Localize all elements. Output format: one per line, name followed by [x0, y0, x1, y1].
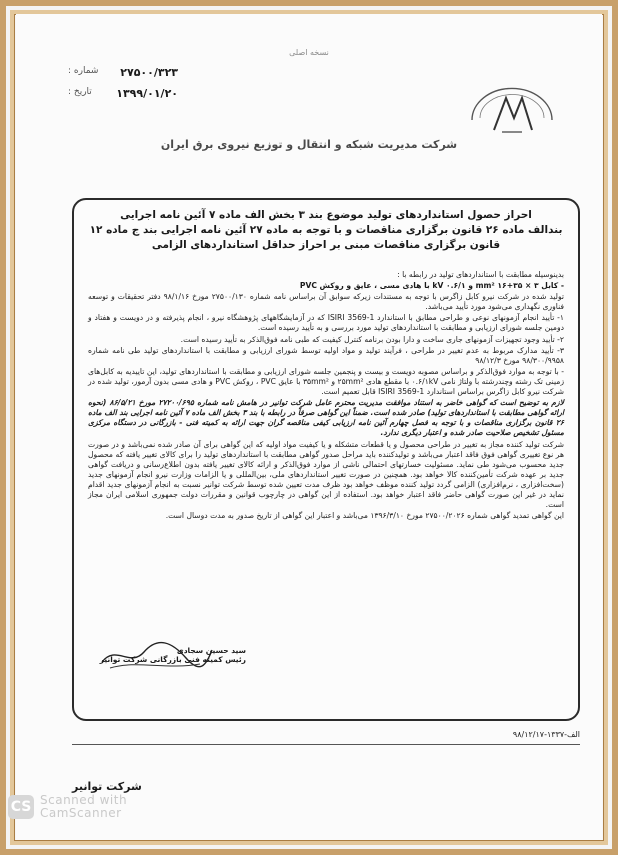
paragraph-item-3: ۳- تأیید مدارک مربوط به عدم تغییر در طراحی ، فرآیند تولید و مواد اولیه توسط شورای ارزیابی و مطابقت با استانداردهای تولید طی نامه شماره ۹۸/۳۰۰/۹۹۵۸ مورخ ۹۸/۱۲/۳ [88, 345, 564, 365]
top-note: نسخه اصلی [289, 48, 329, 57]
title-line-3: قانون برگزاری مناقصات مبنی بر احراز حداقل استانداردهای الزامی [151, 239, 501, 251]
letter-meta [68, 66, 178, 108]
letter-number-label: شماره : [68, 66, 99, 76]
signer-role: رئیس کمیته فنی بازرگانی شرکت توانیر [99, 655, 246, 664]
camscanner-watermark [8, 794, 127, 820]
footer-brand: شرکت توانیر [72, 780, 142, 793]
paragraph-note: لازم به توضیح است که گواهی خاضر به استناد موافقت مدیریت محترم عامل شرکت توانیر در هامش نامه شماره ۲۷۲۰۰/۶۹۵ مورخ ۸۶/۵/۲۱ (نحوه ارائه گواهی مطابقت با استانداردهای تولید) صادر شده است. ضمناً این گواهی صرفاً در رابطه با بند ۳ بخش الف ماده ۷ آئین نامه اجرایی بند الف ماده ۲۶ قانون برگزاری مناقصات و با توجه به فصل چهارم آئین نامه ارزیابی کیفی مناقصه گران جهت ارائه به کمیته فنی - بازرگانی در دستگاه مرکزی مسئول تشخیص صلاحیت صادر شده و اعتبار دیگری ندارد. [88, 398, 565, 438]
camscanner-line-1: Scanned with [40, 793, 128, 807]
paragraph-renewal: این گواهی تمدید گواهی شماره ۲۷۵۰۰/۲۰۲۶ مورخ ۱۳۹۶/۳/۱۰ می‌باشد و اعتبار این گواهی از تاریخ صدور به مدت دوسال است. [165, 511, 564, 521]
title-line-1: احراز حصول استانداردهای تولید موضوع بند ۳ بخش الف ماده ۷ آئین نامه اجرایی [120, 209, 532, 221]
signer-name: سید حسین سجادی [176, 646, 246, 655]
footer-divider [72, 744, 580, 745]
camscanner-line-2: CamScanner [40, 806, 122, 820]
document-page [16, 14, 602, 840]
footer-code-right: الف-۱۳۳۷-۹۸/۱۲/۱۷ [512, 730, 580, 739]
company-name: شرکت مدیریت شبکه و انتقال و توزیع نیروی برق ایران [160, 138, 458, 151]
title-line-2: بندالف ماده ۲۶ قانون برگزاری مناقصات و با توجه به ماده ۲۷ آئین نامه اجرایی بند ج ماده ۱۲ [89, 224, 563, 236]
footer-codes [72, 730, 580, 739]
letter-date: ۱۳۹۹/۰۱/۲۰ [116, 87, 178, 100]
paragraph-conditions: شرکت تولید کننده مجاز به تغییر در طراحی محصول و یا قطعات متشکله و یا کیفیت مواد اولیه که این گواهی برای آن صادر شده نمی‌باشد و در صورت هر نوع تغییری گواهی فوق فاقد اعتبار می‌باشد و تولیدکننده باید مراحل صدور گواهی مطابقت با استانداردهای تولید را برای کالای تغییر یافته که محصول جدید محسوب می‌شود طی نماید. مسئولیت خسارتهای احتمالی ناشی از موارد فوق‌الذکر و ارائه کالای تغییر یافته بدون اطلاع‌رسانی و دریافت گواهی جدید بر عهده شرکت تأمین‌کننده کالا خواهد بود. همچنین در صورت تغییر استانداردهای ملی، بین‌المللی و یا الزامات وزارت نیرو انجام آزمونهای جدید (سخت‌افزاری ، نرم‌افزاری) الزامی گردد تولید کننده موظف خواهد بود ظرف مدت تعیین شده توسط شرکت توانیر نسبت به انجام آزمونهای جدید اقدام نماید در غیر این صورت گواهی حاضر فاقد اعتبار خواهد بود. استفاده از این گواهی در چارچوب قوانین و مقررات دولت جمهوری اسلامی ایران مجاز است. [88, 439, 564, 510]
paragraph-extension: - با توجه به موارد فوق‌الذکر و براساس مصوبه دویست و بیست و پنجمین جلسه شورای ارزیابی و مطابقت با استانداردهای تولید، این تاییدیه به کابل‌های زمینی تک رشته وچندرشته با ولتاژ نامی ۰.۶/۱kV با مقطع هادی ۲۵mm² و ۳۵mm² با عایق PVC ، روکش PVC و هادی مسی بدون آرمور، تولید شده در شرکت نیرو کابل زاگرس براساس استاندارد ISIRI 3569-1 قابل تعمیم است. [88, 366, 564, 397]
certificate-title [84, 208, 568, 253]
paragraph-item-2: ۲- تأیید وجود تجهیزات آزمونهای جاری ساخت و دارا بودن برنامه کنترل کیفیت که طبی نامه فوق‌الذکر به تأیید رسیده است. [180, 334, 564, 344]
letter-date-label: تاریخ : [68, 87, 92, 97]
signature-block [96, 646, 246, 664]
camscanner-logo-icon: CS [8, 795, 34, 819]
paragraph-item-1: ۱- تأیید انجام آزمونهای نوعی و طراحی مطابق با استاندارد ISIRI 3569-1 که در آزمایشگاههای پژوهشگاه نیرو ، انجام پذیرفته و در دویست و هفتاد و دومین جلسه شورای ارزیابی و مطابقت با استانداردهای تولید مورد بررسی و به تأیید رسیده است. [88, 313, 565, 333]
paragraph-producer: تولید شده در شرکت نیرو کابل زاگرس با توجه به مستندات زیرکه سوابق آن براساس نامه شماره ۲۷۵۰۰/۱۳۰ مورخ ۹۸/۱/۱۶ دفتر تحقیقات و توسعه فناوری نگهداری می‌شود مورد تأیید می‌باشد. [88, 292, 565, 312]
certificate-body [88, 270, 564, 522]
paragraph-intro: بدینوسیله مطابقت با استانداردهای تولید در رابطه با : [397, 270, 564, 279]
paragraph-cable-spec: - کابل ۳ × ۳۵+۱۶ mm² و ۰.۶/۱ kV با هادی مسی ، عایق و روکش PVC [299, 281, 564, 291]
letter-number: ۲۷۵۰۰/۳۲۳ [120, 66, 178, 79]
